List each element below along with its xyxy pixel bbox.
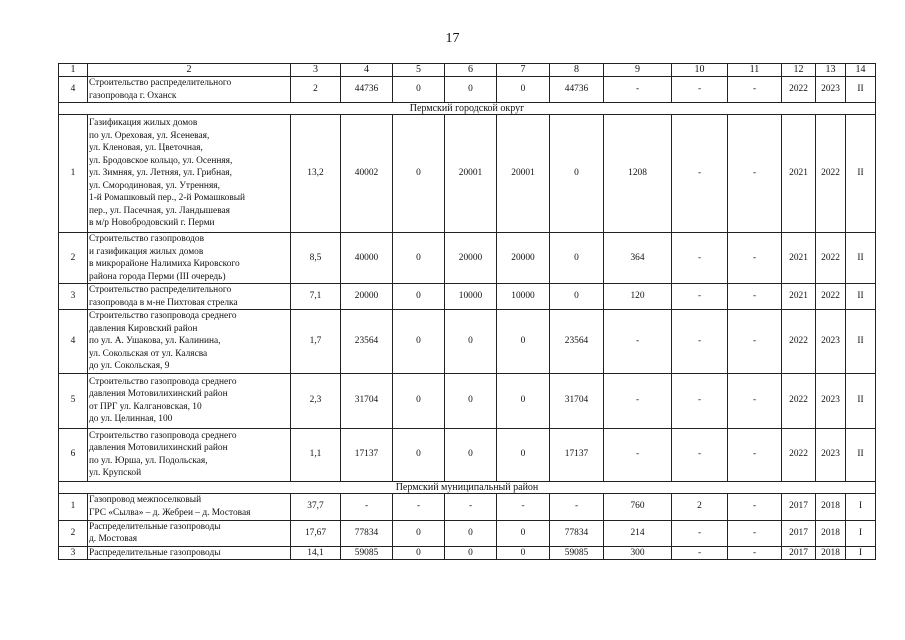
value-cell-10: - <box>672 233 728 284</box>
value-cell-13: 2018 <box>816 546 846 560</box>
column-number-cell: 4 <box>341 64 393 77</box>
value-cell-11: - <box>728 115 782 233</box>
value-cell-13: 2022 <box>816 115 846 233</box>
value-cell-12: 2017 <box>782 520 816 546</box>
value-cell-9: - <box>604 310 672 374</box>
value-cell-12: 2021 <box>782 115 816 233</box>
value-cell-5: 0 <box>393 428 445 481</box>
value-cell-11: - <box>728 520 782 546</box>
column-number-cell: 6 <box>445 64 497 77</box>
row-number-cell: 2 <box>59 233 88 284</box>
value-cell-7: 0 <box>497 546 550 560</box>
object-name-cell <box>88 284 291 310</box>
value-cell-14: II <box>846 428 876 481</box>
value-cell-3: 13,2 <box>291 115 341 233</box>
value-cell-12: 2017 <box>782 493 816 520</box>
object-name-cell <box>88 546 291 560</box>
column-number-cell: 9 <box>604 64 672 77</box>
value-cell-4: 17137 <box>341 428 393 481</box>
value-cell-9: 214 <box>604 520 672 546</box>
value-cell-4: 40000 <box>341 233 393 284</box>
value-cell-12: 2022 <box>782 373 816 428</box>
value-cell-8: 44736 <box>550 77 604 103</box>
value-cell-8: 31704 <box>550 373 604 428</box>
object-name-line: по ул. А. Ушакова, ул. Калинина, <box>89 336 221 346</box>
object-name-line: ул. Крупской <box>89 468 142 478</box>
value-cell-12: 2021 <box>782 284 816 310</box>
value-cell-7: 0 <box>497 373 550 428</box>
value-cell-8: 0 <box>550 233 604 284</box>
value-cell-9: 760 <box>604 493 672 520</box>
object-name-line: газопровода г. Оханск <box>89 90 177 101</box>
column-number-cell: 2 <box>88 64 291 77</box>
row-number-cell: 5 <box>59 373 88 428</box>
value-cell-13: 2022 <box>816 233 846 284</box>
value-cell-10: - <box>672 115 728 233</box>
value-cell-4: 23564 <box>341 310 393 374</box>
value-cell-5: - <box>393 493 445 520</box>
value-cell-10: - <box>672 310 728 374</box>
value-cell-3: 1,1 <box>291 428 341 481</box>
row-number-cell: 3 <box>59 284 88 310</box>
table-row <box>59 310 876 374</box>
value-cell-6: 0 <box>445 428 497 481</box>
value-cell-14: II <box>846 284 876 310</box>
value-cell-6: 0 <box>445 546 497 560</box>
object-name-line: д. Мостовая <box>89 534 138 544</box>
value-cell-7: 0 <box>497 428 550 481</box>
column-number-cell: 10 <box>672 64 728 77</box>
value-cell-12: 2017 <box>782 546 816 560</box>
object-name-line: в микрорайоне Налимиха Кировского <box>89 259 240 269</box>
page-number: 17 <box>445 31 460 46</box>
object-name-line: Газификация жилых домов <box>89 118 198 129</box>
column-number-cell: 1 <box>59 64 88 77</box>
column-number-cell: 5 <box>393 64 445 77</box>
table-row <box>59 115 876 233</box>
value-cell-4: 77834 <box>341 520 393 546</box>
object-name-line: давления Кировский район <box>89 323 198 334</box>
object-name-line: района города Перми (III очередь) <box>89 271 226 282</box>
value-cell-4: 59085 <box>341 546 393 560</box>
object-name-line: Строительство распределительного <box>89 285 232 295</box>
object-name-line: по ул. Юрша, ул. Подольская, <box>89 455 208 466</box>
value-cell-14: I <box>846 546 876 560</box>
value-cell-10: - <box>672 428 728 481</box>
table-row <box>59 546 876 560</box>
project-table <box>58 63 876 560</box>
object-name-line: ул. Кленовая, ул. Цветочная, <box>89 143 203 154</box>
value-cell-5: 0 <box>393 310 445 374</box>
value-cell-3: 14,1 <box>291 546 341 560</box>
row-number-cell: 4 <box>59 310 88 374</box>
value-cell-14: II <box>846 373 876 428</box>
value-cell-8: - <box>550 493 604 520</box>
value-cell-3: 7,1 <box>291 284 341 310</box>
row-number-cell: 3 <box>59 546 88 560</box>
column-number-row <box>59 64 876 77</box>
value-cell-12: 2022 <box>782 428 816 481</box>
object-name-line: до ул. Сокольская, 9 <box>89 361 170 371</box>
value-cell-11: - <box>728 493 782 520</box>
value-cell-10: - <box>672 373 728 428</box>
value-cell-5: 0 <box>393 77 445 103</box>
object-name-cell <box>88 310 291 374</box>
row-number-cell: 6 <box>59 428 88 481</box>
value-cell-14: I <box>846 520 876 546</box>
value-cell-14: II <box>846 115 876 233</box>
value-cell-5: 0 <box>393 115 445 233</box>
value-cell-8: 0 <box>550 115 604 233</box>
object-name-cell <box>88 520 291 546</box>
table-row <box>59 493 876 520</box>
object-name-line: Строительство газопроводов <box>89 234 204 244</box>
object-name-line: по ул. Ореховая, ул. Ясеневая, <box>89 130 210 141</box>
table-row <box>59 520 876 546</box>
value-cell-6: 10000 <box>445 284 497 310</box>
column-number-cell: 3 <box>291 64 341 77</box>
value-cell-4: 44736 <box>341 77 393 103</box>
value-cell-5: 0 <box>393 520 445 546</box>
table-row <box>59 284 876 310</box>
value-cell-7: 0 <box>497 310 550 374</box>
value-cell-10: 2 <box>672 493 728 520</box>
row-number-cell: 2 <box>59 520 88 546</box>
value-cell-9: - <box>604 77 672 103</box>
section-header-row <box>59 481 876 493</box>
object-name-cell <box>88 428 291 481</box>
value-cell-9: 364 <box>604 233 672 284</box>
value-cell-3: 17,67 <box>291 520 341 546</box>
value-cell-3: 1,7 <box>291 310 341 374</box>
value-cell-12: 2021 <box>782 233 816 284</box>
value-cell-11: - <box>728 284 782 310</box>
value-cell-5: 0 <box>393 233 445 284</box>
value-cell-3: 37,7 <box>291 493 341 520</box>
column-number-cell: 12 <box>782 64 816 77</box>
value-cell-7: 0 <box>497 520 550 546</box>
object-name-line: ул. Сокольская от ул. Калясва <box>89 348 208 359</box>
value-cell-3: 2 <box>291 77 341 103</box>
value-cell-4: 40002 <box>341 115 393 233</box>
value-cell-5: 0 <box>393 284 445 310</box>
column-number-cell: 13 <box>816 64 846 77</box>
value-cell-11: - <box>728 310 782 374</box>
value-cell-11: - <box>728 233 782 284</box>
value-cell-9: 300 <box>604 546 672 560</box>
value-cell-9: 120 <box>604 284 672 310</box>
value-cell-13: 2022 <box>816 284 846 310</box>
value-cell-7: 10000 <box>497 284 550 310</box>
value-cell-8: 59085 <box>550 546 604 560</box>
section-header-row <box>59 103 876 115</box>
value-cell-3: 8,5 <box>291 233 341 284</box>
object-name-line: Строительство газопровода среднего <box>89 311 237 321</box>
value-cell-7: 20001 <box>497 115 550 233</box>
object-name-line: ул. Смородиновая, ул. Утренняя, <box>89 180 220 191</box>
value-cell-11: - <box>728 77 782 103</box>
value-cell-13: 2023 <box>816 428 846 481</box>
value-cell-9: - <box>604 428 672 481</box>
value-cell-5: 0 <box>393 546 445 560</box>
object-name-cell <box>88 233 291 284</box>
value-cell-10: - <box>672 520 728 546</box>
object-name-line: от ПРГ ул. Калгановская, 10 <box>89 401 202 412</box>
object-name-line: газопровода в м-не Пихтовая стрелка <box>89 297 238 308</box>
table-row <box>59 428 876 481</box>
object-name-line: 1-й Ромашковый пер., 2-й Ромашковый <box>89 193 246 204</box>
object-name-line: и газификация жилых домов <box>89 246 204 257</box>
section-title: Пермский муниципальный район <box>59 481 876 493</box>
value-cell-6: 0 <box>445 520 497 546</box>
value-cell-14: II <box>846 233 876 284</box>
object-name-cell <box>88 373 291 428</box>
object-name-line: ул. Бродовское кольцо, ул. Осенняя, <box>89 155 233 166</box>
value-cell-3: 2,3 <box>291 373 341 428</box>
object-name-line: ГРС «Сылва» – д. Жебреи – д. Мостовая <box>89 507 251 518</box>
row-number-cell: 1 <box>59 115 88 233</box>
object-name-cell <box>88 77 291 103</box>
object-name-line: Строительство газопровода среднего <box>89 376 237 387</box>
table-row <box>59 77 876 103</box>
value-cell-14: I <box>846 493 876 520</box>
value-cell-4: 20000 <box>341 284 393 310</box>
value-cell-4: - <box>341 493 393 520</box>
value-cell-14: II <box>846 77 876 103</box>
value-cell-4: 31704 <box>341 373 393 428</box>
object-name-line: пер., ул. Пасечная, ул. Ландышевая <box>89 205 230 216</box>
object-name-line: ул. Зимняя, ул. Летняя, ул. Грибная, <box>89 168 232 179</box>
object-name-line: давления Мотовилихинский район <box>89 443 228 453</box>
value-cell-9: - <box>604 373 672 428</box>
object-name-line: Строительство распределительного <box>89 78 232 88</box>
value-cell-8: 0 <box>550 284 604 310</box>
value-cell-12: 2022 <box>782 310 816 374</box>
value-cell-13: 2023 <box>816 77 846 103</box>
object-name-line: Строительство газопровода среднего <box>89 430 237 441</box>
table-row <box>59 233 876 284</box>
value-cell-10: - <box>672 77 728 103</box>
value-cell-13: 2023 <box>816 310 846 374</box>
value-cell-10: - <box>672 284 728 310</box>
row-number-cell: 1 <box>59 493 88 520</box>
column-number-cell: 7 <box>497 64 550 77</box>
value-cell-14: II <box>846 310 876 374</box>
value-cell-8: 17137 <box>550 428 604 481</box>
value-cell-6: 20001 <box>445 115 497 233</box>
value-cell-9: 1208 <box>604 115 672 233</box>
section-title: Пермский городской округ <box>59 103 876 115</box>
value-cell-13: 2018 <box>816 493 846 520</box>
value-cell-7: 20000 <box>497 233 550 284</box>
column-number-cell: 11 <box>728 64 782 77</box>
object-name-cell <box>88 493 291 520</box>
object-name-line: Распределительные газопроводы <box>89 547 221 558</box>
value-cell-13: 2018 <box>816 520 846 546</box>
value-cell-6: - <box>445 493 497 520</box>
value-cell-11: - <box>728 428 782 481</box>
value-cell-5: 0 <box>393 373 445 428</box>
value-cell-8: 23564 <box>550 310 604 374</box>
column-number-cell: 8 <box>550 64 604 77</box>
value-cell-7: 0 <box>497 77 550 103</box>
object-name-cell <box>88 115 291 233</box>
object-name-line: давления Мотовилихинский район <box>89 389 228 399</box>
value-cell-6: 0 <box>445 77 497 103</box>
value-cell-6: 20000 <box>445 233 497 284</box>
value-cell-12: 2022 <box>782 77 816 103</box>
value-cell-11: - <box>728 546 782 560</box>
value-cell-10: - <box>672 546 728 560</box>
value-cell-7: - <box>497 493 550 520</box>
column-number-cell: 14 <box>846 64 876 77</box>
value-cell-6: 0 <box>445 310 497 374</box>
row-number-cell: 4 <box>59 77 88 103</box>
value-cell-13: 2023 <box>816 373 846 428</box>
value-cell-6: 0 <box>445 373 497 428</box>
object-name-line: Распределительные газопроводы <box>89 521 221 532</box>
object-name-line: Газопровод межпоселковый <box>89 495 202 505</box>
object-name-line: в м/р Новобродовский г. Перми <box>89 218 215 229</box>
object-name-line: до ул. Целинная, 100 <box>89 414 173 424</box>
table-row <box>59 373 876 428</box>
value-cell-11: - <box>728 373 782 428</box>
value-cell-8: 77834 <box>550 520 604 546</box>
